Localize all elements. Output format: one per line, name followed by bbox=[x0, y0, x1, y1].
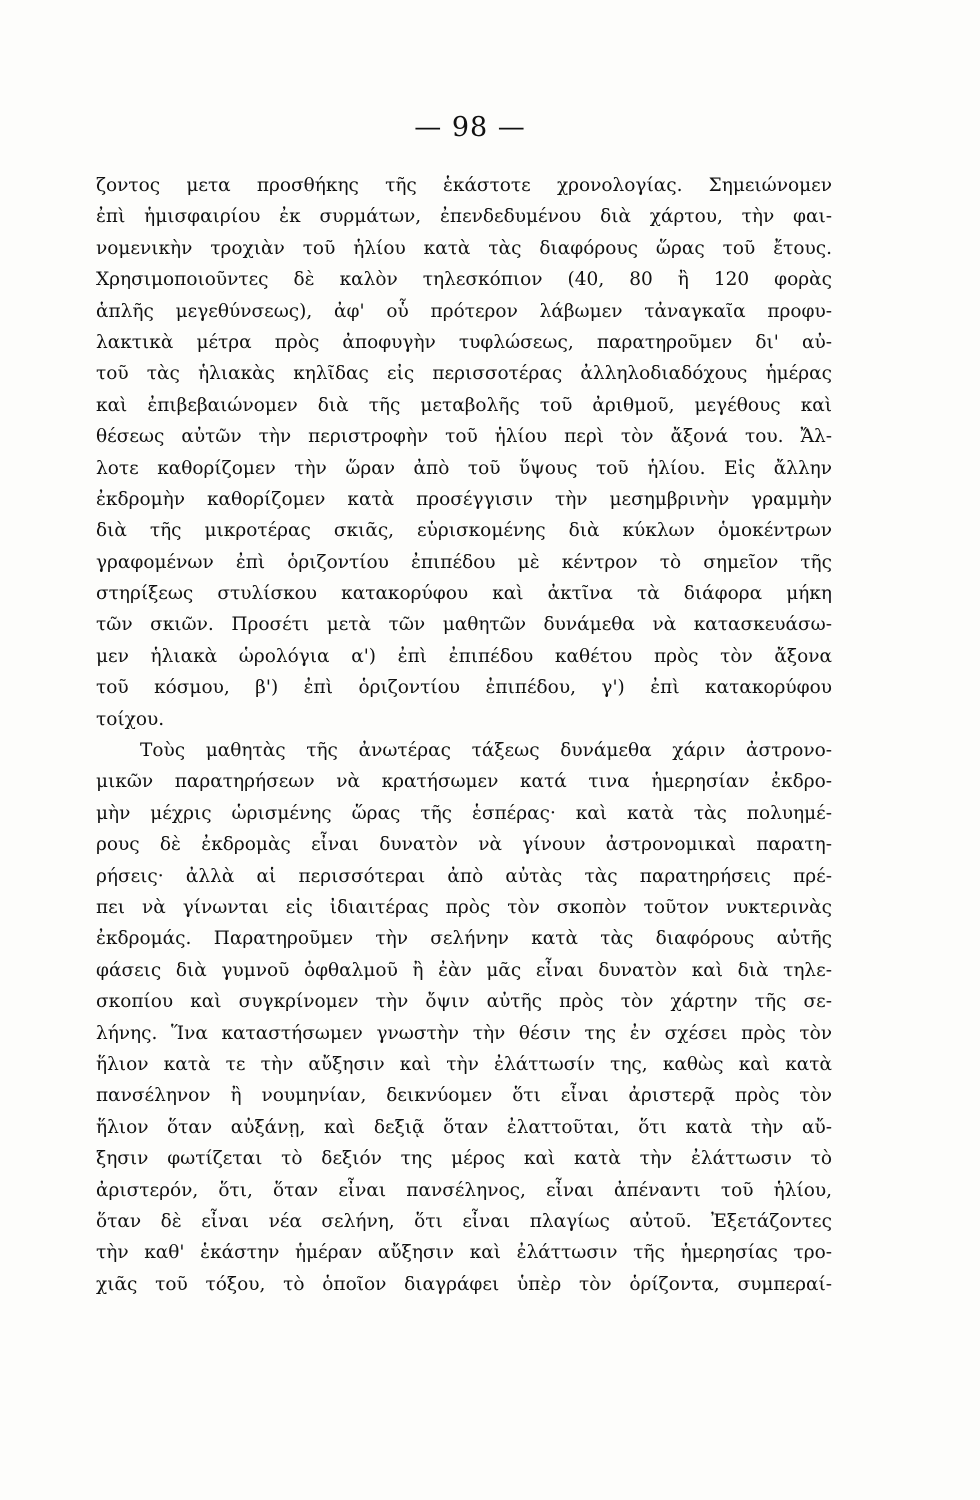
text-line: λοτε καθορίζομεν τὴν ὥραν ἀπὸ τοῦ ὕψους τοῦ ἡλίου. Εἰς ἄλλην bbox=[96, 457, 832, 479]
text-line: θέσεως αὐτῶν τὴν περιστροφὴν τοῦ ἡλίου περὶ τὸν ἄξονά του. Ἄλ- bbox=[96, 426, 832, 448]
text-line: τοῦ κόσμου, β') ἐπὶ ὁριζοντίου ἐπιπέδου, γ') ἐπὶ κατακορύφου bbox=[96, 677, 832, 699]
paragraph-start-line: Τοὺς μαθητὰς τῆς ἀνωτέρας τάξεως δυνάμεθα χάριν ἀστρονο- bbox=[140, 740, 832, 762]
text-line: ξησιν φωτίζεται τὸ δεξιόν της μέρος καὶ κατὰ τὴν ἐλάττωσιν τὸ bbox=[96, 1148, 832, 1170]
text-line: χιᾶς τοῦ τόξου, τὸ ὁποῖον διαγράφει ὑπὲρ τὸν ὁρίζοντα, συμπεραί- bbox=[96, 1273, 832, 1295]
text-line: καὶ ἐπιβεβαιώνομεν διὰ τῆς μεταβολῆς τοῦ ἀριθμοῦ, μεγέθους καὶ bbox=[96, 394, 832, 416]
text-line: ρήσεις· ἀλλὰ αἱ περισσότεραι ἀπὸ αὐτὰς τὰς παρατηρήσεις πρέ- bbox=[96, 865, 832, 887]
text-line: τοίχου. bbox=[96, 708, 165, 730]
text-line: τῶν σκιῶν. Προσέτι μετὰ τῶν μαθητῶν δυνάμεθα νὰ κατασκευάσω- bbox=[96, 614, 832, 636]
text-line: πανσέληνον ἢ νουμηνίαν, δεικνύομεν ὅτι εἶναι ἀριστερᾷ πρὸς τὸν bbox=[96, 1085, 832, 1107]
text-line: λακτικὰ μέτρα πρὸς ἀποφυγὴν τυφλώσεως, παρατηροῦμεν δι' αὐ- bbox=[96, 331, 832, 353]
page-number: — 98 — bbox=[414, 112, 526, 143]
text-line: στηρίξεως στυλίσκου κατακορύφου καὶ ἀκτῖνα τὰ διάφορα μήκη bbox=[96, 583, 832, 605]
body-text bbox=[96, 170, 832, 1300]
text-line: ζοντος μετα προσθήκης τῆς ἑκάστοτε χρονολογίας. Σημειώνομεν bbox=[96, 175, 832, 196]
text-line: ἐκδρομὴν καθορίζομεν κατὰ προσέγγισιν τὴν μεσημβρινὴν γραμμὴν bbox=[96, 488, 832, 510]
text-line: ἐπὶ ἡμισφαιρίου ἐκ συρμάτων, ἐπενδεδυμένου διὰ χάρτου, τὴν φαι- bbox=[96, 206, 832, 228]
text-line: φάσεις διὰ γυμνοῦ ὀφθαλμοῦ ἢ ἐὰν μᾶς εἶναι δυνατὸν καὶ διὰ τηλε- bbox=[96, 959, 832, 981]
text-line: ἁπλῆς μεγεθύνσεως), ἀφ' οὗ πρότερον λάβωμεν τἀναγκαῖα προφυ- bbox=[96, 300, 832, 322]
text-line: μὴν μέχρις ὡρισμένης ὥρας τῆς ἑσπέρας· καὶ κατὰ τὰς πολυημέ- bbox=[96, 802, 832, 824]
text-line: σκοπίου καὶ συγκρίνομεν τὴν ὄψιν αὐτῆς πρὸς τὸν χάρτην τῆς σε- bbox=[96, 991, 832, 1013]
text-line: διὰ τῆς μικροτέρας σκιᾶς, εὑρισκομένης διὰ κύκλων ὁμοκέντρων bbox=[96, 520, 832, 542]
text-line: ρους δὲ ἐκδρομὰς εἶναι δυνατὸν νὰ γίνουν ἀστρονομικαὶ παρατη- bbox=[96, 834, 832, 856]
text-line: γραφομένων ἐπὶ ὁριζοντίου ἐπιπέδου μὲ κέντρον τὸ σημεῖον τῆς bbox=[96, 551, 832, 573]
text-line: ἀριστερόν, ὅτι, ὅταν εἶναι πανσέληνος, εἶναι ἀπέναντι τοῦ ἡλίου, bbox=[96, 1179, 832, 1201]
text-line: ἥλιον ὅταν αὐξάνῃ, καὶ δεξιᾷ ὅταν ἐλαττοῦται, ὅτι κατὰ τὴν αὔ- bbox=[96, 1116, 832, 1138]
text-line: τὴν καθ' ἑκάστην ἡμέραν αὔξησιν καὶ ἐλάττωσιν τῆς ἡμερησίας τρο- bbox=[96, 1242, 832, 1264]
text-line: ἥλιον κατὰ τε τὴν αὔξησιν καὶ τὴν ἐλάττωσίν της, καθὼς καὶ κατὰ bbox=[96, 1053, 832, 1075]
text-line: ὅταν δὲ εἶναι νέα σελήνη, ὅτι εἶναι πλαγίως αὐτοῦ. Ἐξετάζοντες bbox=[96, 1210, 832, 1232]
text-line: πει νὰ γίνωνται εἰς ἰδιαιτέρας πρὸς τὸν σκοπὸν τοῦτον νυκτερινὰς bbox=[96, 896, 832, 918]
text-line: τοῦ τὰς ἡλιακὰς κηλῖδας εἰς περισσοτέρας ἀλληλοδιαδόχους ἡμέρας bbox=[96, 363, 832, 385]
text-line: ἐκδρομάς. Παρατηροῦμεν τὴν σελήνην κατὰ τὰς διαφόρους αὐτῆς bbox=[96, 928, 832, 950]
text-line: νομενικὴν τροχιὰν τοῦ ἡλίου κατὰ τὰς διαφόρους ὥρας τοῦ ἔτους. bbox=[96, 237, 832, 259]
text-line: λήνης. Ἵνα καταστήσωμεν γνωστὴν τὴν θέσιν της ἐν σχέσει πρὸς τὸν bbox=[96, 1022, 832, 1044]
text-line: μικῶν παρατηρήσεων νὰ κρατήσωμεν κατά τινα ἡμερησίαν ἐκδρο- bbox=[96, 771, 832, 793]
text-line: μεν ἡλιακὰ ὡρολόγια α') ἐπὶ ἐπιπέδου καθέτου πρὸς τὸν ἄξονα bbox=[96, 645, 832, 667]
text-line: Χρησιμοποιοῦντες δὲ καλὸν τηλεσκόπιον (40, 80 ἢ 120 φορὰς bbox=[96, 269, 832, 291]
